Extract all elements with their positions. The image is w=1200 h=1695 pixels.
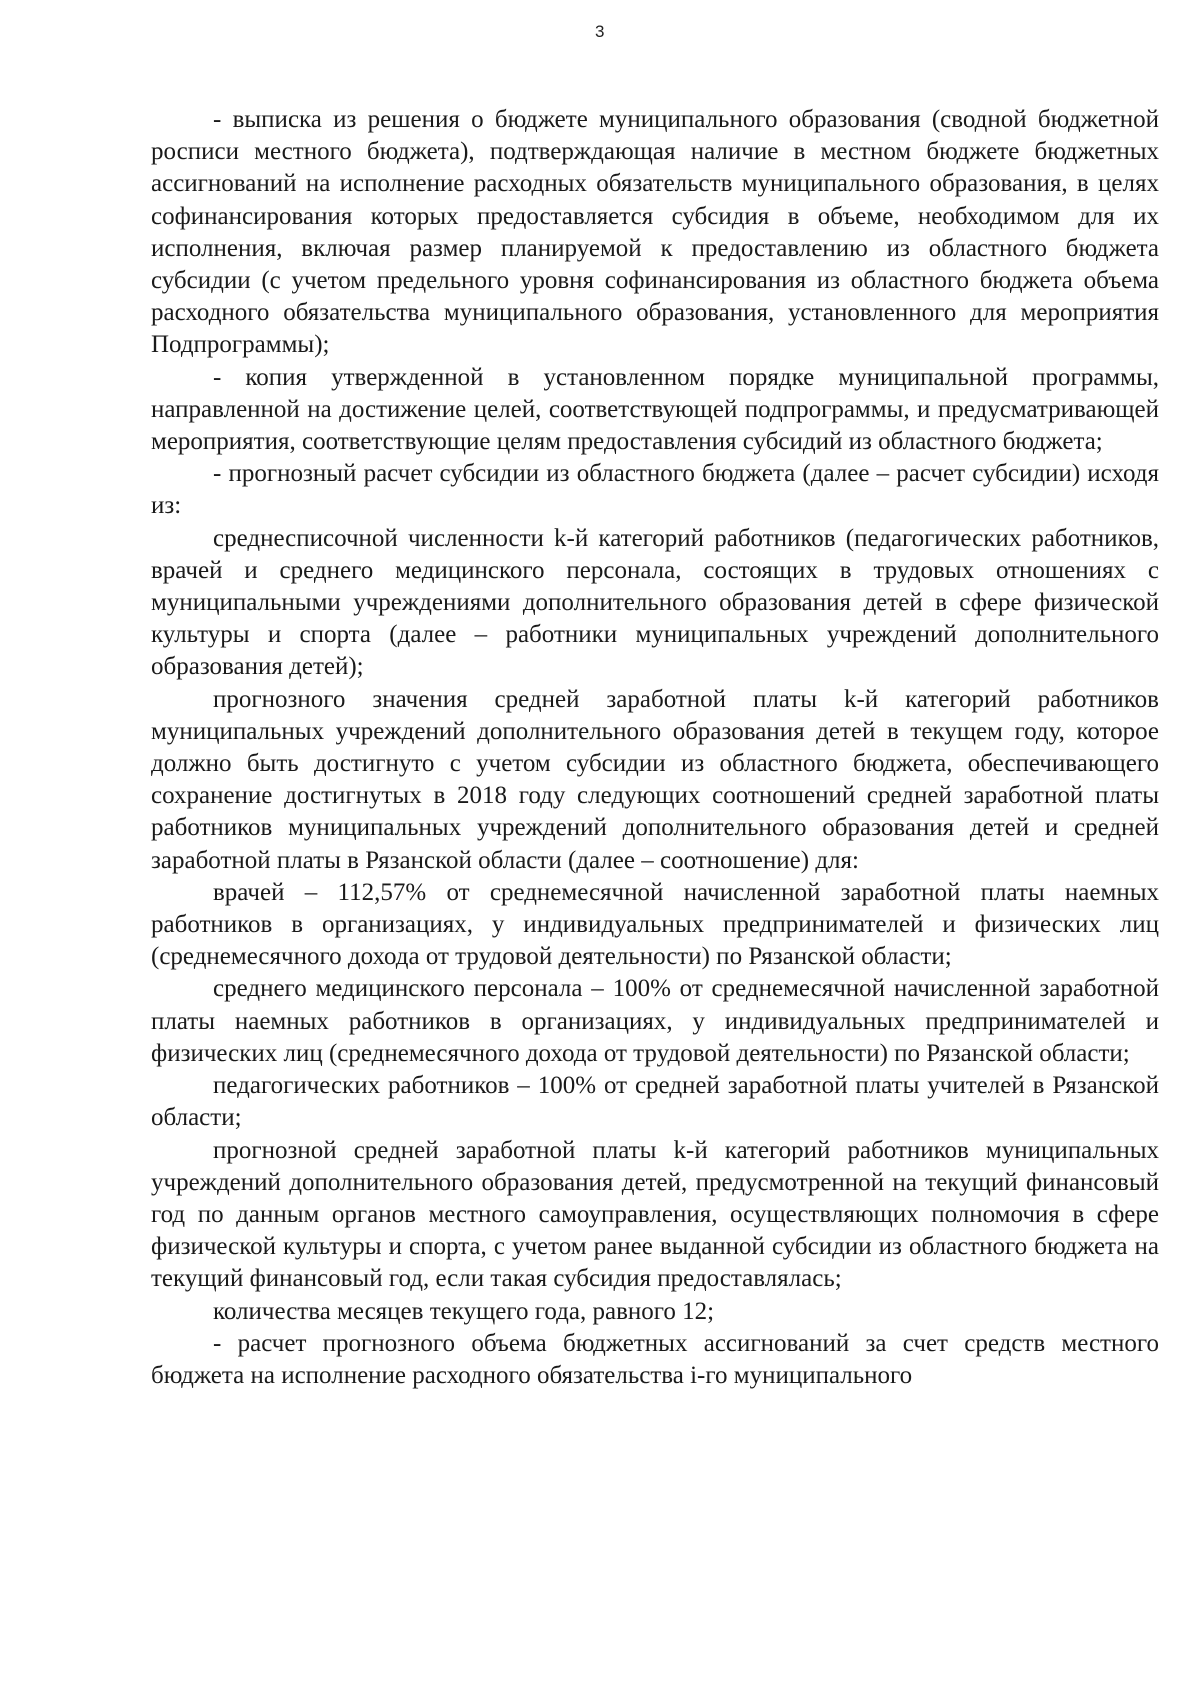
paragraph-local-budget-calculation: - расчет прогнозного объема бюджетных ассигнований за счет средств местного бюджета на исполнение расходного обязательства i-го муниципального xyxy=(151,1329,1159,1389)
paragraph-months-count: количества месяцев текущего года, равного 12; xyxy=(213,1297,715,1325)
paragraph-salary-forecast: прогнозного значения средней заработной платы k-й категорий работников муниципальных учреждений дополнительного образования детей в текущем году, которое должно быть достигнуто с учетом субсидии из областного бюджета, обеспечивающего сохранение достигнутых в 2018 году следующих соотношений средней заработной платы работников муниципальных учреждений дополнительного образования детей и средней заработной платы в Рязанской области (далее – соотношение) для: xyxy=(151,685,1159,874)
document-body xyxy=(151,104,1159,1392)
paragraph-forecast-average-salary: прогнозной средней заработной платы k-й категорий работников муниципальных учреждений дополнительного образования детей, предусмотренной на текущий финансовый год по данным органов местного самоуправления, осуществляющих полномочия в сфере физической культуры и спорта, с учетом ранее выданной субсидии из областного бюджета на текущий финансовый год, если такая субсидия предоставлялась; xyxy=(151,1136,1159,1293)
page-number: 3 xyxy=(595,22,605,41)
paragraph-budget-extract: - выписка из решения о бюджете муниципального образования (сводной бюджетной росписи местного бюджета), подтверждающая наличие в местном бюджете бюджетных ассигнований на исполнение расходных обязательств муниципального образования, в целях софинансирования которых предоставляется субсидия в объеме, необходимом для их исполнения, включая размер планируемой к предоставлению из областного бюджета субсидии (с учетом предельного уровня софинансирования из областного бюджета объема расходного обязательства муниципального образования, установленного для мероприятия Подпрограммы); xyxy=(151,106,1159,359)
paragraph-subsidy-forecast: - прогнозный расчет субсидии из областного бюджета (далее – расчет субсидии) исходя из: xyxy=(151,460,1159,520)
paragraph-doctors-ratio: врачей – 112,57% от среднемесячной начисленной заработной платы наемных работников в организациях, у индивидуальных предпринимателей и физических лиц (среднемесячного дохода от трудовой деятельности) по Рязанской области; xyxy=(151,878,1159,971)
paragraph-teachers-ratio: педагогических работников – 100% от средней заработной платы учителей в Рязанской области; xyxy=(151,1072,1159,1132)
paragraph-headcount: среднесписочной численности k-й категорий работников (педагогических работников, врачей и среднего медицинского персонала, состоящих в трудовых отношениях с муниципальными учреждениями дополнительного образования детей в сфере физической культуры и спорта (далее – работники муниципальных учреждений дополнительного образования детей); xyxy=(151,524,1159,681)
paragraph-medical-staff-ratio: среднего медицинского персонала – 100% от среднемесячной начисленной заработной платы наемных работников в организациях, у индивидуальных предпринимателей и физических лиц (среднемесячного дохода от трудовой деятельности) по Рязанской области; xyxy=(151,975,1159,1067)
paragraph-program-copy: - копия утвержденной в установленном порядке муниципальной программы, направленной на достижение целей, соответствующей подпрограммы, и предусматривающей мероприятия, соответствующие целям предоставления субсидий из областного бюджета; xyxy=(151,363,1159,456)
